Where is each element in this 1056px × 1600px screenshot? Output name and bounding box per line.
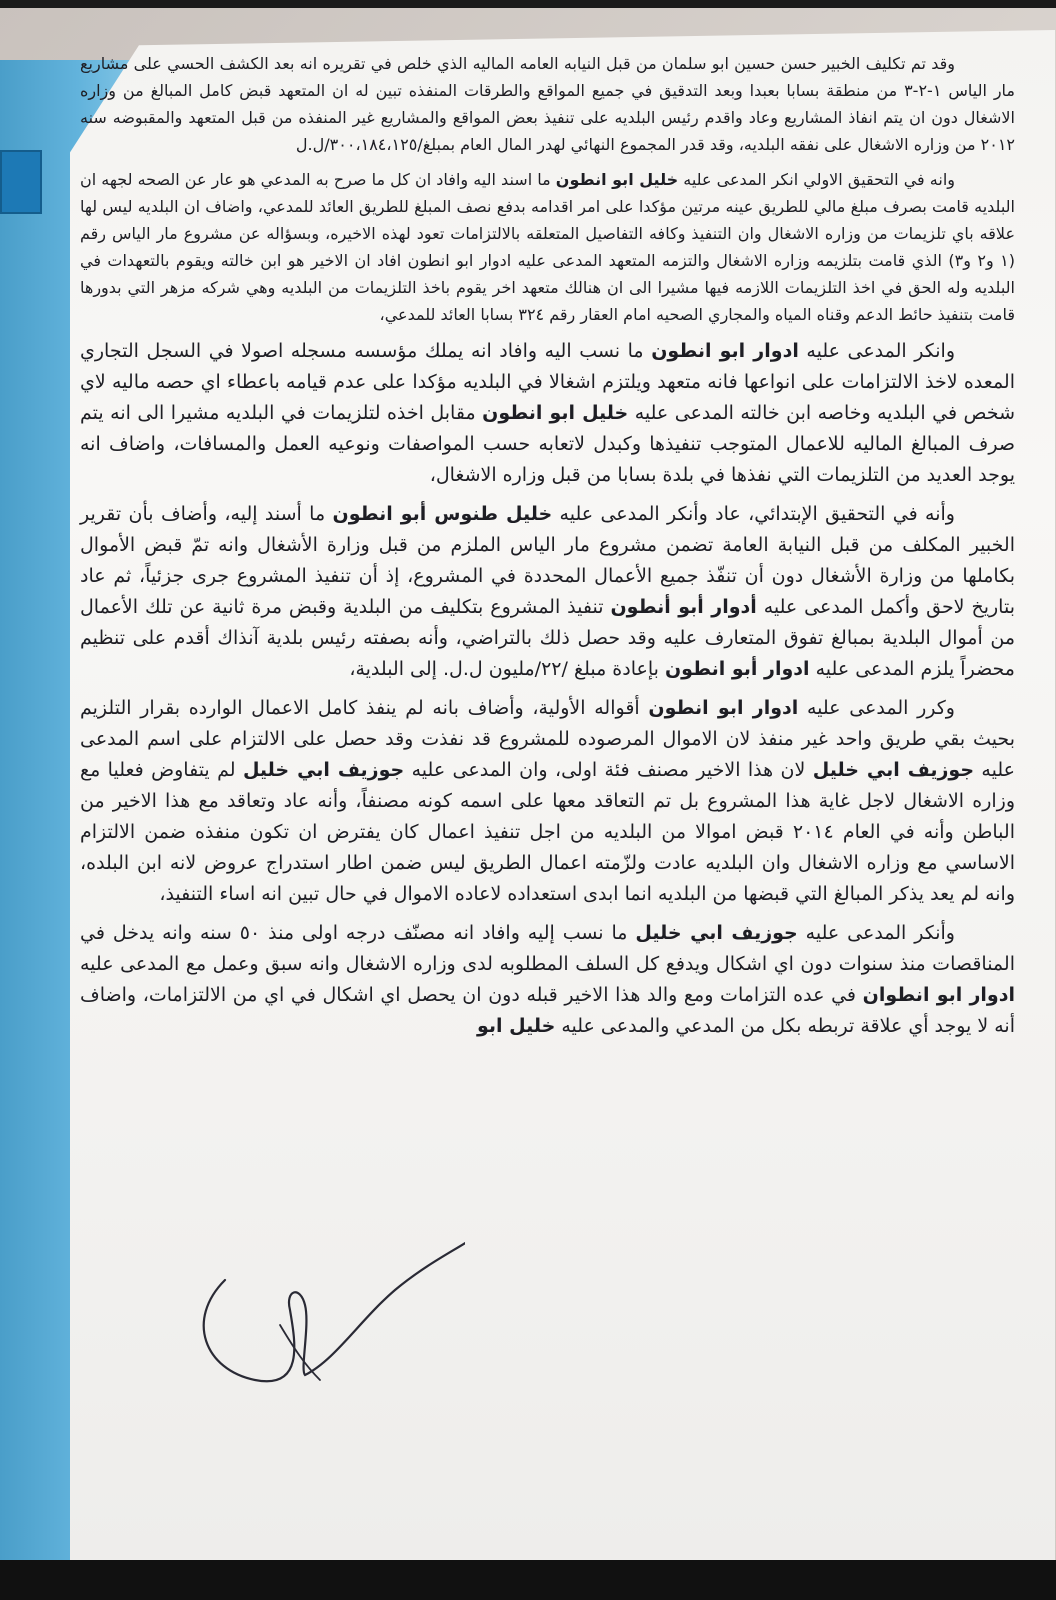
text-run: وقد تم تكليف الخبير حسن حسين ابو سلمان من قبل النيابه العامه الماليه الذي خلص في تقريره انه بعد الكشف الحسي على مشاريع مار الياس ١-٢-٣ من منطقة بسابا بعبدا وبعد التدقيق في جميع المواقع والطرقات المنفذه تبين له ان المتعهد قبض كامل المبالغ من وزاره الاشغال دون ان يتم انفاذ المشاريع وعاد واقدم رئيس البلديه على تنفيذ بعض المواقع والمشاريع غير المنفذه من قبل المتعهد والمقبوضه سنه ٢٠١٢ من وزاره الاشغال على نفقه البلديه، وقد قدر المجموع النهائي لهدر المال العام بمبلغ/٣٠٠،١٨٤،١٢٥/ل.ل <box>80 54 1015 154</box>
person-name: خليل ابو <box>476 1015 556 1037</box>
text-run: في عده التزامات ومع والد هذا الاخير قبله دون ان يحصل اي اشكال في اي من الالتزامات، واضاف أنه لا يوجد أي علاقة تربطه بكل من المدعي والمدعى عليه <box>80 984 1015 1037</box>
text-run: ما أسند إليه، وأضاف بأن تقرير الخبير المكلف من قبل النيابة العامة تضمن مشروع مار الياس الملزم من قبل وزارة الأشغال وانه تمّ قبض الأموال بكاملها من وزارة الأشغال دون أن تنفّذ جميع الأعمال المحددة في المشروع، إذ أن تنفيذ المشروع جرى جزئياً، ثم عاد بتاريخ لاحق وأكمل المدعى عليه <box>80 503 1015 618</box>
text-run: لان هذا الاخير مصنف فئة اولى، وان المدعى عليه <box>404 759 813 781</box>
text-run: وانكر المدعى عليه <box>798 340 955 362</box>
person-name: ادوار أبو انطون <box>664 658 810 680</box>
person-name: أدوار أبو أنطون <box>610 596 757 618</box>
person-name: ادوار ابو انطون <box>648 697 799 719</box>
person-name: ادوار ابو انطون <box>651 340 799 362</box>
handwritten-signature <box>185 1230 465 1400</box>
text-run: وأنه في التحقيق الإبتدائي، عاد وأنكر المدعى عليه <box>552 503 955 525</box>
text-run: بإعادة مبلغ /٢٢/مليون ل.ل. إلى البلدية، <box>349 658 665 680</box>
paragraph-joseph-denial <box>80 918 1015 1042</box>
top-edge <box>0 0 1056 8</box>
text-run: ما نسب إليه وافاد انه مصنّف درجه اولى منذ ٥٠ سنه وانه يدخل في المناقصات منذ سنوات دون اي اشكال ويدفع كل السلف المطلوبه لدى وزاره الاشغال وانه سبق وعمل مع المدعى عليه <box>80 922 1015 975</box>
document-text <box>80 50 1015 1290</box>
text-run: وأنكر المدعى عليه <box>797 922 955 944</box>
folder-label <box>0 150 42 214</box>
person-name: جوزيف ابي خليل <box>812 759 975 781</box>
text-run: مقابل اخذه لتلزيمات في البلديه مشيرا الى انه يتم صرف المبالغ الماليه للاعمال المتوجب تنفيذها وكبدل لاتعابه حسب المواصفات ونوعيه العمل والمسافات، واضاف انه يوجد العديد من التلزيمات التي نفذها في بلدة بسابا من قبل وزاره الاشغال، <box>80 402 1015 486</box>
person-name: خليل ابو انطون <box>482 402 629 424</box>
text-run: ما اسند اليه وافاد ان كل ما صرح به المدعي هو عار عن الصحه لجهه ان البلديه قامت بصرف مبلغ مالي للطريق عينه مرتين مؤكدا على امر اقدامه بدفع نصف المبلغ للطريق العائد للمدعي، واضاف ان البلديه ليس لها علاقه باي تلزيمات من وزاره الاشغال وان التنفيذ وكافه التفاصيل المتعلقه بالالتزامات تعود لهذه الاخيره، وبسؤاله عن مشروع مار الياس رقم (١ و٢ و٣) الذي قامت بتلزيمه وزاره الاشغال والتزمه المتعهد المدعى عليه ادوار ابو انطون افاد ان الاخير هو ابن خالته ويقوم بالتعهدات في البلديه وله الحق في اخذ التلزيمات اللازمه فيها مشيرا الى ان هنالك متعهد اخر يقوم باخذ التلزيمات من البلديه وهي شركه مزهر التي بدورها قامت بتنفيذ حائط الدعم وقناه المياه والمجاري الصحيه امام العقار رقم ٣٢٤ بسابا العائد للمدعي، <box>80 170 1016 324</box>
paragraph-edouard-denial <box>80 336 1015 491</box>
person-name: خليل ابو انطون <box>555 170 679 189</box>
text-run: ما نسب اليه وافاد انه يملك مؤسسه مسجله اصولا في السجل التجاري المعده لاخذ الالتزامات على انواعها فانه متعهد ويلتزم اشغالا في البلديه مؤكدا على عدم قيامه باعطاء اي حصه ماليه لاي شخص في البلديه وخاصه ابن خالته المدعى عليه <box>80 340 1015 424</box>
person-name: ادوار ابو انطوان <box>862 984 1016 1006</box>
person-name: جوزيف ابي خليل <box>635 922 798 944</box>
person-name: جوزيف ابي خليل <box>242 759 405 781</box>
text-run: لم يتفاوض فعليا مع وزاره الاشغال لاجل غاية هذا المشروع بل تم التعاقد معها على اسمه كونه مصنفاً، وأنه عاد وتعاقد مع هذا الاخير من الباطن وأنه في العام ٢٠١٤ قبض اموالا من البلديه من اجل تنفيذ اعمال كان يفترض ان تكون منفذه ضمن الالتزام الاساسي مع وزاره الاشغال وان البلديه عادت ولزّمته اعمال الطريق ليس ضمن اطار استدراج عروض لانه ابن البلده، وانه لم يعد يذكر المبالغ التي قبضها من البلديه انما ابدى استعداده لاعاده الاموال في حال تبين انه اساء التنفيذ، <box>80 759 1015 905</box>
text-run: وانه في التحقيق الاولي انكر المدعى عليه <box>678 170 955 189</box>
paragraph-expert-report <box>80 50 1015 158</box>
text-run: تنفيذ المشروع بتكليف من البلدية وقبض مرة ثانية عن تلك الأعمال من أموال البلدية بمبالغ تفوق المتعارف عليه وقد حصل ذلك بالتراضي، وأنه بصفته رئيس بلدية آنذاك أقدم على تنظيم محضراً يلزم المدعى عليه <box>80 596 1015 680</box>
paragraph-edouard-repeat <box>80 693 1015 910</box>
text-run: وكرر المدعى عليه <box>798 697 955 719</box>
text-run: أقواله الأولية، وأضاف بانه لم ينفذ كامل الاعمال الوارده بقرار التلزيم بحيث بقي طريق واحد غير منفذ لان الاموال المرصوده للمشروع قد نفذت وقد حصل على الالتزام على اسم المدعى عليه <box>80 697 1015 781</box>
paragraph-khalil-denial <box>80 166 1015 328</box>
bottom-edge <box>0 1560 1056 1600</box>
person-name: خليل طنوس أبو انطون <box>332 503 553 525</box>
paragraph-preliminary-investigation <box>80 499 1015 685</box>
